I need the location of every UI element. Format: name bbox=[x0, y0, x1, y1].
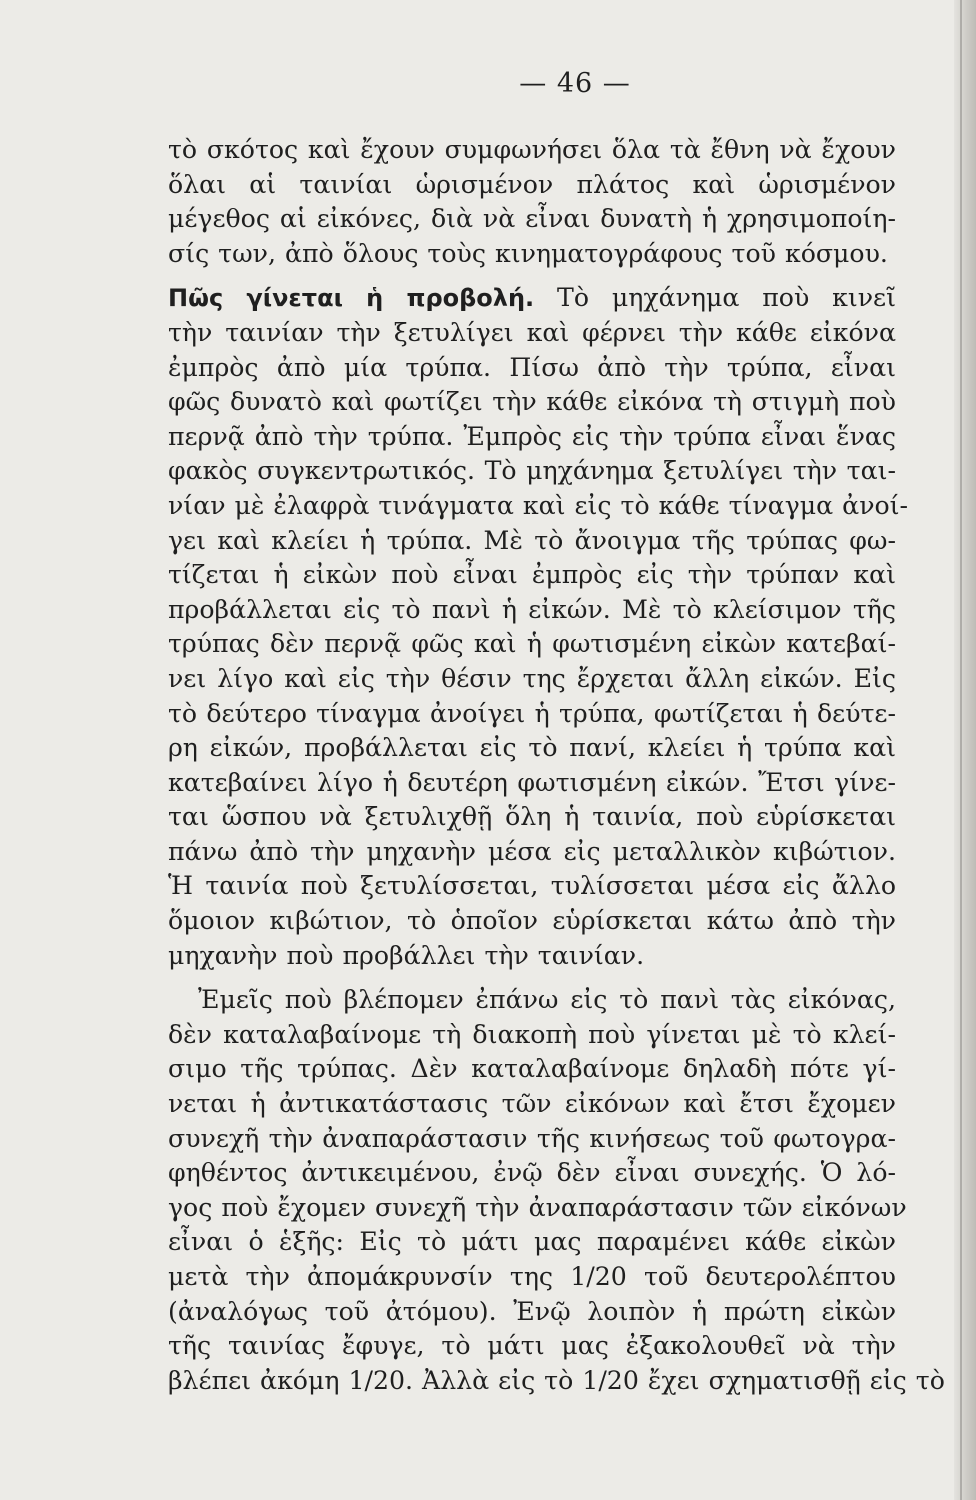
text-fragment: Τὸ μηχάνημα ποὺ κινεῖ bbox=[534, 283, 896, 313]
text-line: νεται ἡ ἀντικατάστασις τῶν εἰκόνων καὶ ἔτσι ἔχομεν bbox=[168, 1089, 896, 1119]
section-heading: Πῶς γίνεται ἡ προβολή. bbox=[168, 284, 535, 313]
text-line: προβάλλεται εἰς τὸ πανὶ ἡ εἰκών. Μὲ τὸ κλείσιμον τῆς bbox=[168, 594, 896, 624]
text-line: φῶς δυνατὸ καὶ φωτίζει τὴν κάθε εἰκόνα τὴ στιγμὴ ποὺ bbox=[168, 387, 896, 417]
text-line: τρύπας δὲν περνᾷ φῶς καὶ ἡ φωτισμένη εἰκὼν κατεβαί- bbox=[168, 629, 896, 659]
paragraph-gap bbox=[168, 271, 896, 281]
text-line: πάνω ἀπὸ τὴν μηχανὴν μέσα εἰς μεταλλικὸν κιβώτιον. bbox=[168, 836, 896, 866]
text-line: τὴν ταινίαν τὴν ξετυλίγει καὶ φέρνει τὴν κάθε εἰκόνα bbox=[168, 317, 896, 347]
text-line: γει καὶ κλείει ἡ τρύπα. Μὲ τὸ ἄνοιγμα τῆς τρύπας φω- bbox=[168, 525, 896, 555]
text-line: σιμο τῆς τρύπας. Δὲν καταλαβαίνομε δηλαδὴ πότε γί- bbox=[168, 1054, 896, 1084]
page-edge-shadow bbox=[954, 0, 976, 1500]
text-line: φακὸς συγκεντρωτικός. Τὸ μηχάνημα ξετυλίγει τὴν ται- bbox=[168, 456, 896, 486]
text-line: νει λίγο καὶ εἰς τὴν θέσιν της ἔρχεται ἄλλη εἰκών. Εἰς bbox=[168, 663, 896, 693]
text-line: ὅλαι αἱ ταινίαι ὡρισμένον πλάτος καὶ ὡρισμένον bbox=[168, 169, 896, 199]
text-line: βλέπει ἀκόμη 1/20. Ἀλλὰ εἰς τὸ 1/20 ἔχει σχηματισθῇ εἰς τὸ bbox=[168, 1365, 945, 1395]
text-line: γος ποὺ ἔχομεν συνεχῆ τὴν ἀναπαράστασιν τῶν εἰκόνων bbox=[168, 1192, 907, 1222]
text-line: περνᾷ ἀπὸ τὴν τρύπα. Ἐμπρὸς εἰς τὴν τρύπα εἶναι ἕνας bbox=[168, 421, 896, 451]
text-line: τῆς ταινίας ἔφυγε, τὸ μάτι μας ἐξακολουθεῖ νὰ τὴν bbox=[168, 1331, 896, 1361]
text-line: κατεβαίνει λίγο ἡ δευτέρη φωτισμένη εἰκών. Ἔτσι γίνε- bbox=[168, 767, 896, 797]
text-line: φηθέντος ἀντικειμένου, ἐνῷ δὲν εἶναι συνεχής. Ὁ λό- bbox=[168, 1158, 896, 1188]
text-line: σίς των, ἀπὸ ὅλους τοὺς κινηματογράφους τοῦ κόσμου. bbox=[168, 238, 888, 268]
paragraph-gap bbox=[168, 973, 896, 983]
text-line: ται ὥσπου νὰ ξετυλιχθῇ ὅλη ἡ ταινία, ποὺ εὑρίσκεται bbox=[168, 802, 896, 832]
text-line: νίαν μὲ ἐλαφρὰ τινάγματα καὶ εἰς τὸ κάθε τίναγμα ἀνοί- bbox=[168, 490, 909, 520]
text-line: ὅμοιον κιβώτιον, τὸ ὁποῖον εὑρίσκεται κάτω ἀπὸ τὴν bbox=[168, 906, 896, 936]
text-line: Ἐμεῖς ποὺ βλέπομεν ἐπάνω εἰς τὸ πανὶ τὰς εἰκόνας, bbox=[198, 985, 896, 1015]
text-line: μετὰ τὴν ἀπομάκρυνσίν της 1/20 τοῦ δευτερολέπτου bbox=[168, 1262, 896, 1291]
text-line: συνεχῆ τὴν ἀναπαράστασιν τῆς κινήσεως τοῦ φωτογρα- bbox=[168, 1123, 896, 1153]
text-line: ἐμπρὸς ἀπὸ μία τρύπα. Πίσω ἀπὸ τὴν τρύπα, εἶναι bbox=[168, 352, 896, 382]
text-line: Ἡ ταινία ποὺ ξετυλίσσεται, τυλίσσεται μέσα εἰς ἄλλο bbox=[168, 871, 896, 901]
text-line: εἶναι ὁ ἑξῆς: Εἰς τὸ μάτι μας παραμένει κάθε εἰκὼν bbox=[168, 1227, 896, 1257]
text-line: μέγεθος αἱ εἰκόνες, διὰ νὰ εἶναι δυνατὴ ἡ χρησιμοποίη- bbox=[168, 204, 896, 234]
book-page bbox=[168, 68, 945, 1398]
text-line: τὸ δεύτερο τίναγμα ἀνοίγει ἡ τρύπα, φωτίζεται ἡ δεύτε- bbox=[168, 698, 896, 728]
page-number: — 46 — bbox=[519, 68, 631, 99]
paragraph-3 bbox=[168, 983, 945, 1398]
text-line: μηχανὴν ποὺ προβάλλει τὴν ταινίαν. bbox=[168, 940, 645, 970]
text-line: ρη εἰκών, προβάλλεται εἰς τὸ πανί, κλείει ἡ τρύπα καὶ bbox=[168, 733, 896, 763]
paragraph-1 bbox=[168, 133, 896, 271]
text-line: (ἀναλόγως τοῦ ἀτόμου). Ἐνῷ λοιπὸν ἡ πρώτη εἰκὼν bbox=[168, 1296, 896, 1326]
text-line-with-heading bbox=[168, 281, 896, 316]
page-edge-line bbox=[960, 0, 962, 1500]
text-line: τίζεται ἡ εἰκὼν ποὺ εἶναι ἐμπρὸς εἰς τὴν τρύπαν καὶ bbox=[168, 560, 896, 590]
text-line: τὸ σκότος καὶ ἔχουν συμφωνήσει ὅλα τὰ ἔθνη νὰ ἔχουν bbox=[168, 135, 896, 164]
text-line: δὲν καταλαβαίνομε τὴ διακοπὴ ποὺ γίνεται μὲ τὸ κλεί- bbox=[168, 1019, 896, 1049]
paragraph-2 bbox=[168, 281, 909, 973]
